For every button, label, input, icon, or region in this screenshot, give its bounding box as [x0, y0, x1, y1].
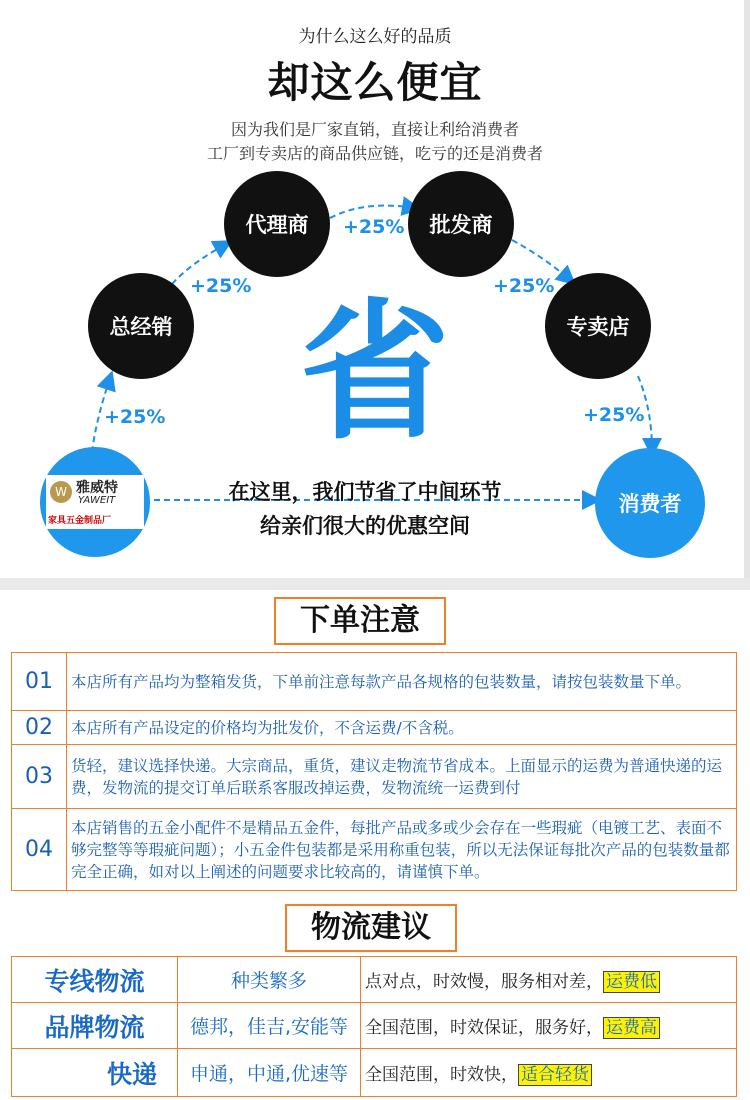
savings-message-1: 在这里，我们节省了中间环节: [228, 480, 502, 504]
markup-label: +25%: [493, 275, 555, 297]
node-wholesaler: 批发商: [408, 171, 514, 277]
notice-text: 本店所有产品设定的价格均为批发价，不含运费/不含税。: [67, 711, 737, 745]
notice-number: 01: [12, 653, 67, 711]
logo-brand-en: YAWEIT: [78, 495, 116, 506]
notice-row: [12, 745, 737, 809]
markup-label: +25%: [583, 404, 645, 426]
logistics-tag: 运费低: [603, 971, 660, 993]
logistics-tag: 适合轻货: [518, 1064, 592, 1086]
logistics-type: 品牌物流: [12, 1003, 178, 1049]
explanation-line-1: 因为我们是厂家直销，直接让利给消费者: [230, 120, 519, 139]
logistics-desc-text: 点对点，时效慢，服务相对差，: [365, 972, 603, 992]
markup-label: +25%: [104, 406, 166, 428]
notice-text: 本店所有产品均为整箱发货，下单前注意每款产品各规格的包装数量，请按包装数量下单。: [67, 653, 737, 711]
logistics-table: [11, 956, 737, 1097]
notice-row: [12, 809, 737, 891]
logo-subtitle: 家具五金制品厂: [48, 516, 112, 526]
notice-row: [12, 711, 737, 745]
explanation-line-2: 工厂到专卖店的商品供应链，吃亏的还是消费者: [206, 144, 543, 163]
logistics-description: [361, 1003, 737, 1049]
logistics-desc-text: 全国范围，时效保证，服务好，: [365, 1018, 603, 1038]
logistics-row: [12, 957, 737, 1003]
logistics-title: 物流建议: [285, 904, 457, 952]
scrollbar-track: [744, 0, 750, 578]
markup-label: +25%: [190, 275, 252, 297]
save-character: 省: [300, 286, 451, 460]
notice-row: [12, 653, 737, 711]
savings-message-2: 给亲们很大的优惠空间: [260, 514, 470, 538]
arrow-wholesaler-to-store: [512, 240, 570, 280]
notice-number: 02: [12, 711, 67, 745]
node-general-distributor: 总经销: [88, 273, 194, 379]
banner-headline: 却这么便宜: [267, 58, 483, 107]
notice-text: 本店销售的五金小配件不是精品五金件，每批产品或多或少会存在一些瑕疵（电镀工艺、表面不够完整等等瑕疵问题）；小五金件包装都是采用称重包装，所以无法保证每批次产品的包装数量都完全正确，如对以上阐述的问题要求比较高的，请谨慎下单。: [67, 809, 737, 891]
order-notice-table: [11, 652, 737, 891]
notice-number: 04: [12, 809, 67, 891]
node-store: 专卖店: [545, 273, 651, 379]
logistics-carriers: 申通，中通,优速等: [178, 1049, 361, 1097]
banner-question: 为什么这么好的品质: [298, 27, 452, 47]
node-agent: 代理商: [224, 171, 330, 277]
logistics-desc-text: 全国范围，时效快，: [365, 1065, 518, 1085]
notice-text: 货轻，建议选择快递。大宗商品，重货，建议走物流节省成本。上面显示的运费为普通快递的运费，发物流的提交订单后联系客服改掉运费，发物流统一运费到付: [67, 745, 737, 809]
logistics-row: [12, 1049, 737, 1097]
brand-emblem-icon: W: [50, 481, 72, 503]
section-divider: [0, 578, 750, 590]
notice-title: 下单注意: [274, 597, 446, 645]
node-consumer: 消费者: [595, 448, 705, 558]
logistics-carriers: 德邦，佳吉,安能等: [178, 1003, 361, 1049]
logistics-description: [361, 1049, 737, 1097]
logistics-description: [361, 957, 737, 1003]
notice-number: 03: [12, 745, 67, 809]
logistics-tag: 运费高: [603, 1017, 660, 1039]
logistics-type: 快递: [12, 1049, 178, 1097]
logistics-type: 专线物流: [12, 957, 178, 1003]
logistics-carriers: 种类繁多: [178, 957, 361, 1003]
logistics-row: [12, 1003, 737, 1049]
logo-brand-cn: 雅威特: [76, 480, 118, 496]
markup-label: +25%: [343, 216, 405, 238]
factory-logo: [40, 447, 150, 557]
